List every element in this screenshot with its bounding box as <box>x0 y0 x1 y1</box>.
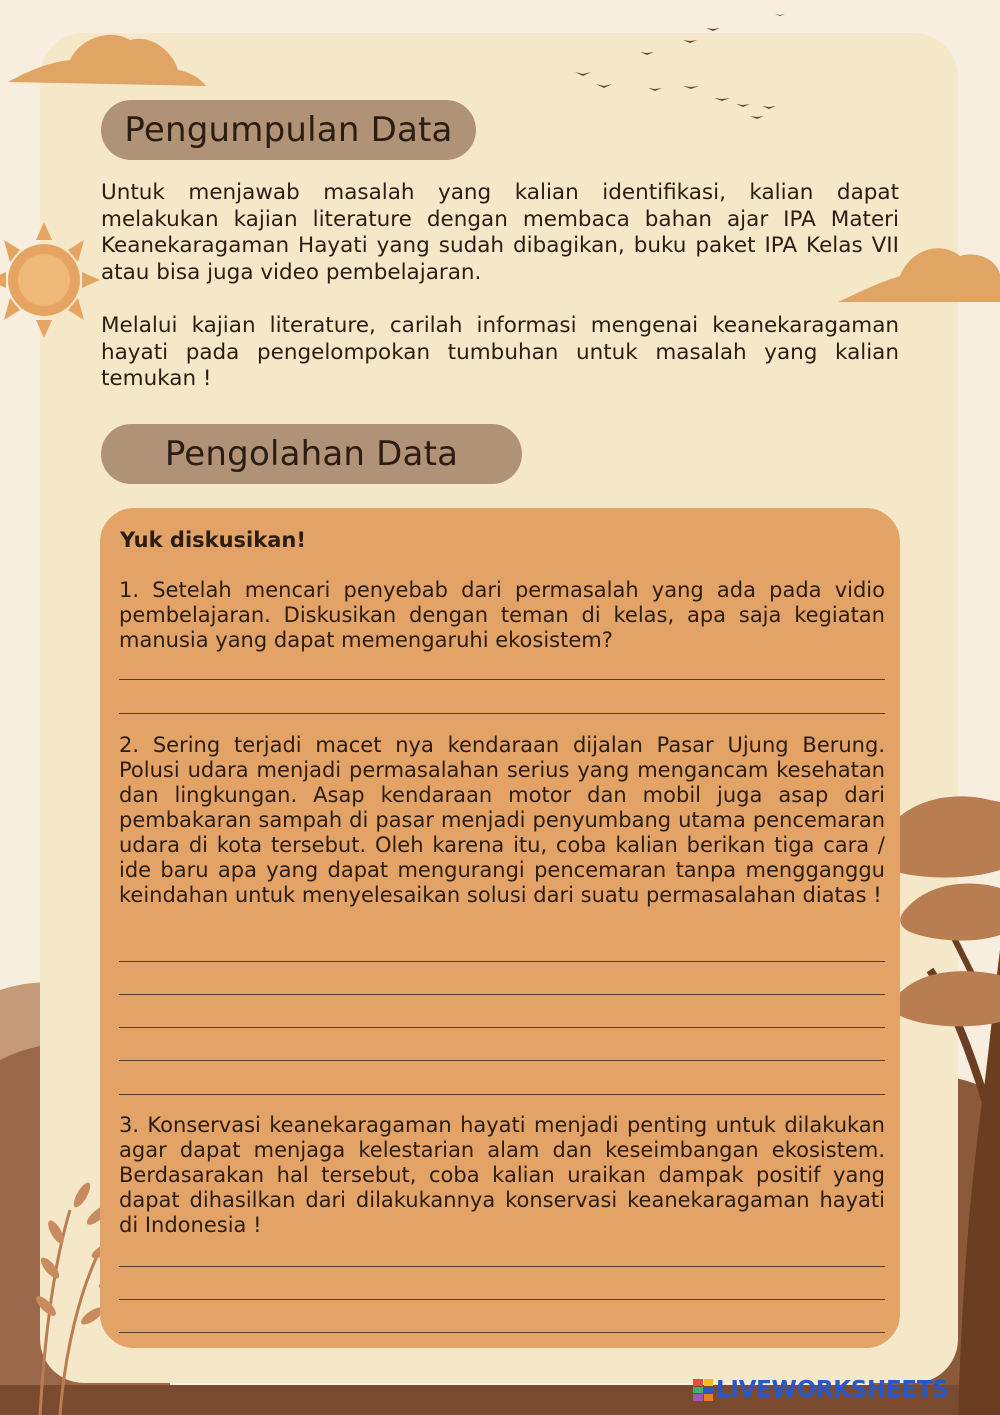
birds-icon <box>575 14 785 119</box>
answer-line[interactable] <box>119 713 885 714</box>
answer-line[interactable] <box>119 1060 885 1061</box>
question-2: 2. Sering terjadi macet nya kendaraan dijalan Pasar Ujung Berung. Polusi udara menjadi permasalahan serius yang mengancam kesehatan dan lingkungan. Asap kendaraan motor dan mobil juga asap dari pembakaran sampah di pasar menjadi penyumbang utama pencemaran udara di kota tersebut. Oleh karena itu, coba kalian berikan tiga cara / ide baru apa yang dapat mengurangi pencemaran tanpa mengganggu keindahan untuk menyelesaikan solusi dari suatu permasalahan diatas ! <box>119 733 885 907</box>
answer-line[interactable] <box>119 994 885 995</box>
cloud-icon <box>8 35 206 86</box>
sun-icon <box>0 222 100 338</box>
logo-text: LIVEWORKSHEETS <box>716 1377 949 1403</box>
answer-line[interactable] <box>119 1332 885 1333</box>
section-heading-text: Pengumpulan Data <box>124 110 453 150</box>
answer-line[interactable] <box>119 1094 885 1095</box>
answer-line[interactable] <box>119 1266 885 1267</box>
instruction-paragraph: Melalui kajian literature, carilah informasi mengenai keanekaragaman hayati pada pengelompokan tumbuhan untuk masalah yang kalian temukan ! <box>101 313 899 391</box>
section-heading-text: Pengolahan Data <box>164 434 459 474</box>
logo-mark-icon <box>693 1379 713 1401</box>
intro-paragraph: Untuk menjawab masalah yang kalian identifikasi, kalian dapat melakukan kajian literature dengan membaca bahan ajar IPA Materi Keanekaragaman Hayati yang sudah dibagikan, buku paket IPA Kelas VII atau bisa juga video pembelajaran. <box>101 180 899 285</box>
liveworksheets-logo <box>693 1377 948 1403</box>
answer-line[interactable] <box>119 961 885 962</box>
answer-line[interactable] <box>119 679 885 680</box>
tree-canopy <box>891 971 1000 1026</box>
answer-line[interactable] <box>119 1299 885 1300</box>
tree-canopy <box>900 883 1000 940</box>
question-1: 1. Setelah mencari penyebab dari permasalah yang ada pada vidio pembelajaran. Diskusikan dengan teman di kelas, apa saja kegiatan manusia yang dapat memengaruhi ekosistem? <box>119 578 885 652</box>
section-heading-pengolahan <box>101 424 522 484</box>
question-3: 3. Konservasi keanekaragaman hayati menjadi penting untuk dilakukan agar dapat menjaga kelestarian alam dan keseimbangan ekosistem. Berdasarakan hal tersebut, coba kalian uraikan dampak positif yang dapat dihasilkan dari dilakukannya konservasi keanekaragaman hayati di Indonesia ! <box>119 1113 885 1237</box>
card-title: Yuk diskusikan! <box>120 528 306 552</box>
section-heading-pengumpulan <box>101 100 476 160</box>
answer-line[interactable] <box>119 1027 885 1028</box>
